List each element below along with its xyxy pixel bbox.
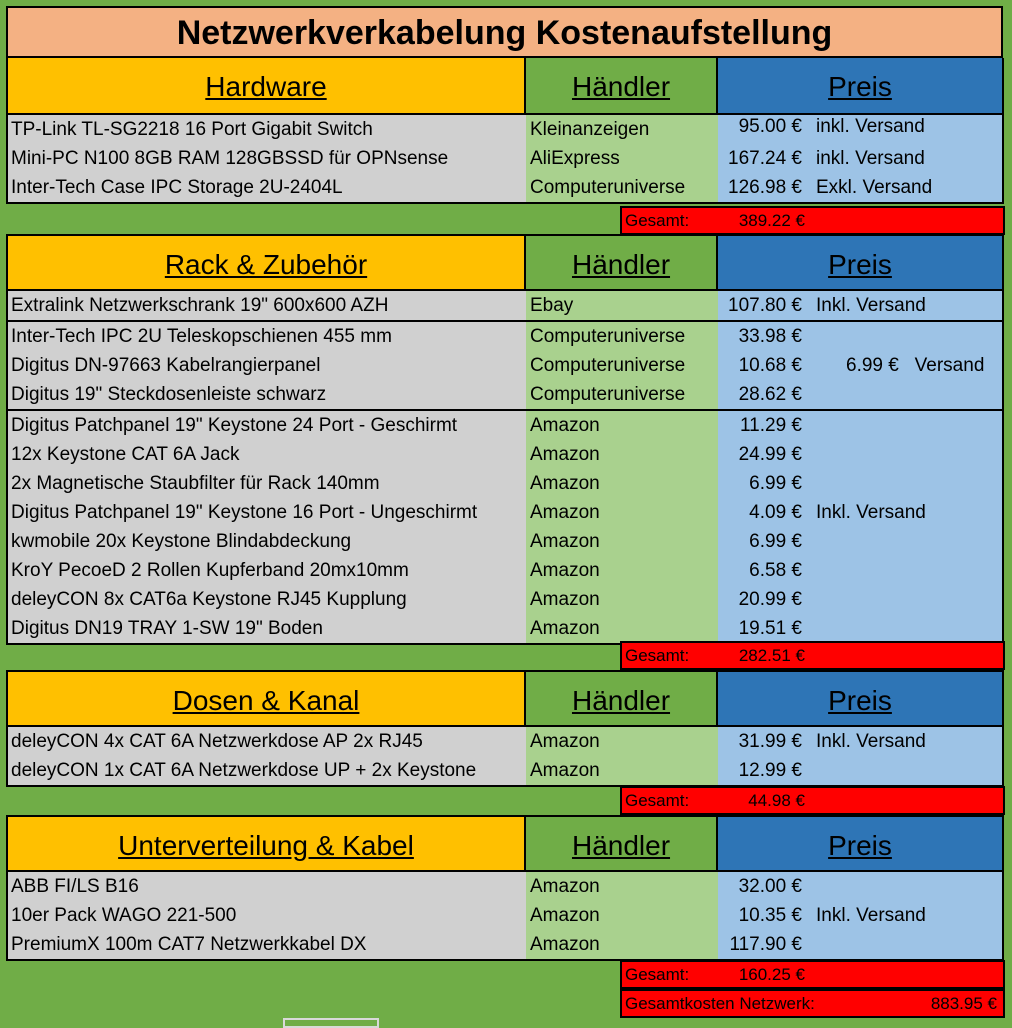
item-merchant[interactable]: Amazon: [526, 585, 718, 614]
item-price-cell[interactable]: [718, 411, 1002, 440]
section-rack-zubehoer: [6, 234, 1004, 645]
price-column-header[interactable]: Preis: [718, 236, 1002, 289]
item-price-cell[interactable]: [718, 115, 1002, 144]
total-value: 282.51 €: [738, 646, 805, 665]
item-price-cell[interactable]: [718, 756, 1002, 785]
item-price: 4.09 €: [749, 502, 802, 523]
item-merchant[interactable]: Amazon: [526, 556, 718, 585]
table-row[interactable]: [8, 115, 1002, 144]
item-merchant[interactable]: Amazon: [526, 411, 718, 440]
item-price-cell[interactable]: [718, 901, 1002, 930]
total-value: 44.98 €: [748, 791, 805, 810]
total-label: Gesamt:: [625, 646, 690, 665]
total-label: Gesamt:: [625, 965, 690, 984]
total-label: Gesamt:: [625, 211, 690, 230]
section-total[interactable]: [620, 641, 1005, 670]
table-row[interactable]: [8, 585, 1002, 614]
item-price-cell[interactable]: [718, 291, 1002, 320]
item-name[interactable]: kwmobile 20x Keystone Blindabdeckung: [8, 527, 526, 556]
section-hardware: [6, 58, 1004, 204]
item-price: 6.99 €: [749, 531, 802, 552]
item-price: 167.24 €: [728, 148, 802, 169]
item-price-cell[interactable]: [718, 173, 1002, 202]
table-row[interactable]: [8, 872, 1002, 901]
section-total[interactable]: [620, 206, 1005, 235]
item-price: 31.99 €: [738, 731, 802, 752]
item-note: Inkl. Versand: [816, 295, 926, 316]
item-name[interactable]: Inter-Tech IPC 2U Teleskopschienen 455 mm: [8, 322, 526, 351]
table-row[interactable]: [8, 440, 1002, 469]
item-merchant[interactable]: Computeruniverse: [526, 380, 718, 409]
table-row[interactable]: [8, 291, 1002, 320]
item-merchant[interactable]: Amazon: [526, 930, 718, 959]
item-note: 6.99 € Versand: [846, 355, 985, 376]
item-price-cell[interactable]: [718, 872, 1002, 901]
item-list: [6, 727, 1004, 787]
sheet-title: Netzwerkverkabelung Kostenaufstellung: [6, 6, 1003, 58]
grand-total-label: Gesamtkosten Netzwerk:: [625, 994, 815, 1013]
merchant-column-header[interactable]: Händler: [526, 672, 718, 725]
item-name[interactable]: PremiumX 100m CAT7 Netzwerkkabel DX: [8, 930, 526, 959]
table-row[interactable]: [8, 351, 1002, 380]
table-row[interactable]: [8, 556, 1002, 585]
item-price-cell[interactable]: [718, 556, 1002, 585]
item-name[interactable]: Digitus Patchpanel 19" Keystone 24 Port - Geschirmt: [8, 411, 526, 440]
section-heading[interactable]: Rack & Zubehör: [8, 236, 526, 289]
price-column-header[interactable]: Preis: [718, 817, 1002, 870]
item-merchant[interactable]: Amazon: [526, 440, 718, 469]
item-name[interactable]: TP-Link TL-SG2218 16 Port Gigabit Switch: [8, 115, 526, 144]
table-row[interactable]: [8, 409, 1002, 440]
item-name[interactable]: Digitus 19" Steckdosenleiste schwarz: [8, 380, 526, 409]
item-price-cell[interactable]: [718, 527, 1002, 556]
section-header: [6, 815, 1004, 872]
merchant-column-header[interactable]: Händler: [526, 817, 718, 870]
item-merchant[interactable]: Amazon: [526, 614, 718, 643]
item-price: 32.00 €: [738, 876, 802, 897]
table-row[interactable]: [8, 498, 1002, 527]
item-list: [6, 872, 1004, 961]
item-price: 11.29 €: [740, 415, 802, 436]
item-list: [6, 291, 1004, 645]
merchant-column-header[interactable]: Händler: [526, 236, 718, 289]
section-total[interactable]: [620, 960, 1005, 989]
section-header: [6, 58, 1004, 115]
item-merchant[interactable]: Amazon: [526, 756, 718, 785]
table-row[interactable]: [8, 901, 1002, 930]
item-list: [6, 115, 1004, 204]
item-name[interactable]: Mini-PC N100 8GB RAM 128GBSSD für OPNsense: [8, 144, 526, 173]
table-row[interactable]: [8, 727, 1002, 756]
item-price: 28.62 €: [738, 384, 802, 405]
table-row[interactable]: [8, 756, 1002, 785]
item-name[interactable]: Extralink Netzwerkschrank 19" 600x600 AZH: [8, 291, 526, 320]
section-dosen-kanal: [6, 670, 1004, 787]
item-name[interactable]: ABB FI/LS B16: [8, 872, 526, 901]
item-merchant[interactable]: Amazon: [526, 527, 718, 556]
item-price-cell[interactable]: [718, 322, 1002, 351]
item-price: 20.99 €: [738, 589, 802, 610]
item-merchant[interactable]: Amazon: [526, 872, 718, 901]
item-price-cell[interactable]: [718, 727, 1002, 756]
item-price-cell[interactable]: [718, 380, 1002, 409]
item-price-cell[interactable]: [718, 144, 1002, 173]
item-price: 107.80 €: [728, 295, 802, 316]
item-name[interactable]: 2x Magnetische Staubfilter für Rack 140mm: [8, 469, 526, 498]
form-button[interactable]: [283, 1018, 379, 1028]
item-price: 12.99 €: [738, 760, 802, 781]
table-row[interactable]: [8, 930, 1002, 959]
item-merchant[interactable]: Computeruniverse: [526, 173, 718, 202]
item-name[interactable]: Digitus DN-97663 Kabelrangierpanel: [8, 351, 526, 380]
item-price-cell[interactable]: [718, 930, 1002, 959]
price-column-header[interactable]: Preis: [718, 58, 1002, 113]
item-price: 6.58 €: [749, 560, 802, 581]
item-price: 19.51 €: [738, 618, 802, 639]
section-total[interactable]: [620, 786, 1005, 815]
item-price-cell[interactable]: [718, 469, 1002, 498]
item-name[interactable]: deleyCON 8x CAT6a Keystone RJ45 Kupplung: [8, 585, 526, 614]
item-merchant[interactable]: Amazon: [526, 469, 718, 498]
item-name[interactable]: Digitus DN19 TRAY 1-SW 19" Boden: [8, 614, 526, 643]
grand-total[interactable]: [620, 989, 1005, 1018]
item-name[interactable]: 12x Keystone CAT 6A Jack: [8, 440, 526, 469]
item-name[interactable]: KroY PecoeD 2 Rollen Kupferband 20mx10mm: [8, 556, 526, 585]
item-price: 126.98 €: [728, 177, 802, 198]
table-row[interactable]: [8, 320, 1002, 351]
table-row[interactable]: [8, 527, 1002, 556]
section-header: [6, 670, 1004, 727]
merchant-column-header[interactable]: Händler: [526, 58, 718, 113]
section-heading[interactable]: Hardware: [8, 58, 526, 113]
item-merchant[interactable]: Ebay: [526, 291, 718, 320]
item-price: 95.00 €: [738, 116, 802, 137]
item-merchant[interactable]: Computeruniverse: [526, 322, 718, 351]
item-note: Inkl. Versand: [816, 905, 926, 926]
item-name[interactable]: 10er Pack WAGO 221-500: [8, 901, 526, 930]
item-merchant[interactable]: Amazon: [526, 727, 718, 756]
item-price: 117.90 €: [729, 934, 802, 955]
total-value: 389.22 €: [738, 211, 805, 230]
item-note: Exkl. Versand: [816, 177, 933, 198]
item-note: inkl. Versand: [816, 116, 925, 137]
item-name[interactable]: deleyCON 4x CAT 6A Netzwerkdose AP 2x RJ45: [8, 727, 526, 756]
item-name[interactable]: Inter-Tech Case IPC Storage 2U-2404L: [8, 173, 526, 202]
item-merchant[interactable]: Amazon: [526, 901, 718, 930]
item-merchant[interactable]: Kleinanzeigen: [526, 115, 718, 144]
item-note: Inkl. Versand: [816, 731, 926, 752]
item-price: 10.68 €: [738, 355, 802, 376]
table-row[interactable]: [8, 380, 1002, 409]
item-merchant[interactable]: Computeruniverse: [526, 351, 718, 380]
item-price-cell[interactable]: [718, 351, 1002, 380]
item-note: Inkl. Versand: [816, 502, 926, 523]
item-price-cell[interactable]: [718, 614, 1002, 643]
grand-total-value: 883.95 €: [930, 994, 997, 1013]
total-label: Gesamt:: [625, 791, 690, 810]
item-price-cell[interactable]: [718, 498, 1002, 527]
table-row[interactable]: [8, 144, 1002, 173]
table-row[interactable]: [8, 614, 1002, 643]
section-heading[interactable]: Dosen & Kanal: [8, 672, 526, 725]
item-price: 6.99 €: [749, 473, 802, 494]
item-price-cell[interactable]: [718, 440, 1002, 469]
price-column-header[interactable]: Preis: [718, 672, 1002, 725]
total-value: 160.25 €: [738, 965, 805, 984]
item-price: 33.98 €: [738, 326, 802, 347]
item-price-cell[interactable]: [718, 585, 1002, 614]
item-merchant[interactable]: Amazon: [526, 498, 718, 527]
item-price: 24.99 €: [738, 444, 802, 465]
section-unterverteilung-kabel: [6, 815, 1004, 961]
table-row[interactable]: [8, 469, 1002, 498]
item-note: inkl. Versand: [816, 148, 925, 169]
section-heading[interactable]: Unterverteilung & Kabel: [8, 817, 526, 870]
item-merchant[interactable]: AliExpress: [526, 144, 718, 173]
item-name[interactable]: deleyCON 1x CAT 6A Netzwerkdose UP + 2x Keystone: [8, 756, 526, 785]
item-name[interactable]: Digitus Patchpanel 19" Keystone 16 Port - Ungeschirmt: [8, 498, 526, 527]
section-header: [6, 234, 1004, 291]
item-price: 10.35 €: [738, 905, 802, 926]
table-row[interactable]: [8, 173, 1002, 202]
